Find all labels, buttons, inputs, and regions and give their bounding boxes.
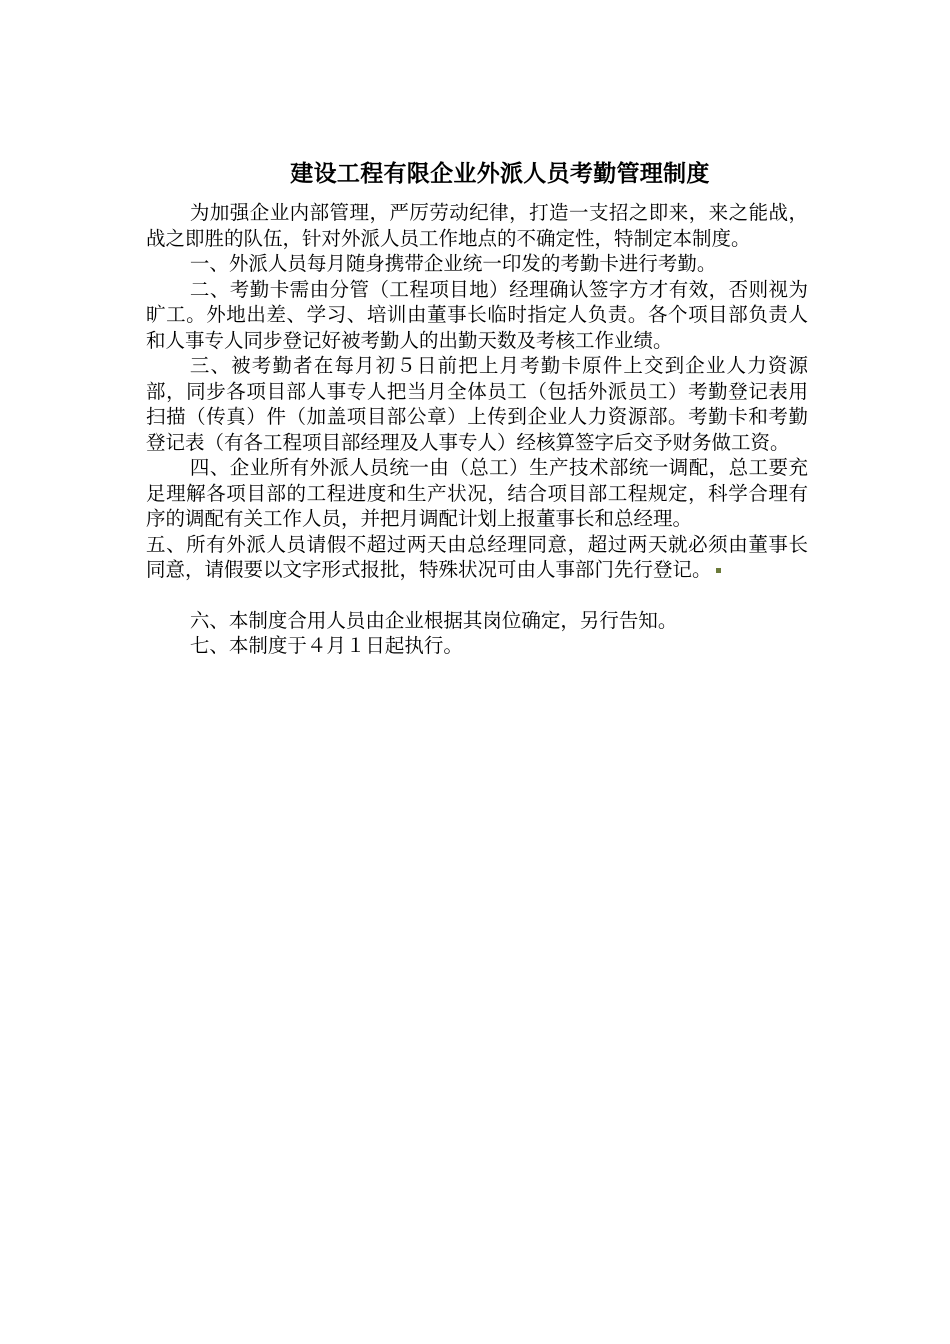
clause-1-paragraph: 一、外派人员每月随身携带企业统一印发的考勤卡进行考勤。 bbox=[189, 252, 717, 275]
clause-6-paragraph: 六、本制度合用人员由企业根据其岗位确定，另行告知。 bbox=[189, 608, 678, 632]
clause-4-paragraph: 四、企业所有外派人员统一由（总工）生产技术部统一调配，总工要充足理解各项目部的工程进度和生产状况，结合项目部工程规定，科学合理有序的调配有关工作人员，并把月调配计划上报董事长和总经理。 bbox=[146, 456, 808, 530]
clause-2-paragraph: 二、考勤卡需由分管（工程项目地）经理确认签字方才有效，否则视为旷工。外地出差、学习、培训由董事长临时指定人负责。各个项目部负责人和人事专人同步登记好被考勤人的出勤天数及考核工作业绩。 bbox=[146, 277, 808, 352]
clause-3-paragraph: 三、被考勤者在每月初５日前把上月考勤卡原件上交到企业人力资源部，同步各项目部人事专人把当月全体员工（包括外派员工）考勤登记表用扫描（传真）件（加盖项目部公章）上传到企业人力资源部。考勤卡和考勤登记表（有各工程项目部经理及人事专人）经核算签字后交予财务做工资。 bbox=[146, 354, 808, 454]
clause-7-paragraph: 七、本制度于４月１日起执行。 bbox=[189, 634, 463, 657]
clause-5-text: 五、所有外派人员请假不超过两天由总经理同意，超过两天就必须由董事长同意，请假要以文字形式报批，特殊状况可由人事部门先行登记。 bbox=[146, 532, 808, 581]
document-title: 建设工程有限企业外派人员考勤管理制度 bbox=[290, 161, 710, 187]
clause-5-paragraph bbox=[146, 532, 808, 583]
document-body bbox=[146, 200, 808, 659]
intro-paragraph: 为加强企业内部管理，严厉劳动纪律，打造一支招之即来，来之能战，战之即胜的队伍，针对外派人员工作地点的不确定性，特制定本制度。 bbox=[146, 201, 808, 250]
paragraph-mark-icon bbox=[716, 568, 721, 573]
